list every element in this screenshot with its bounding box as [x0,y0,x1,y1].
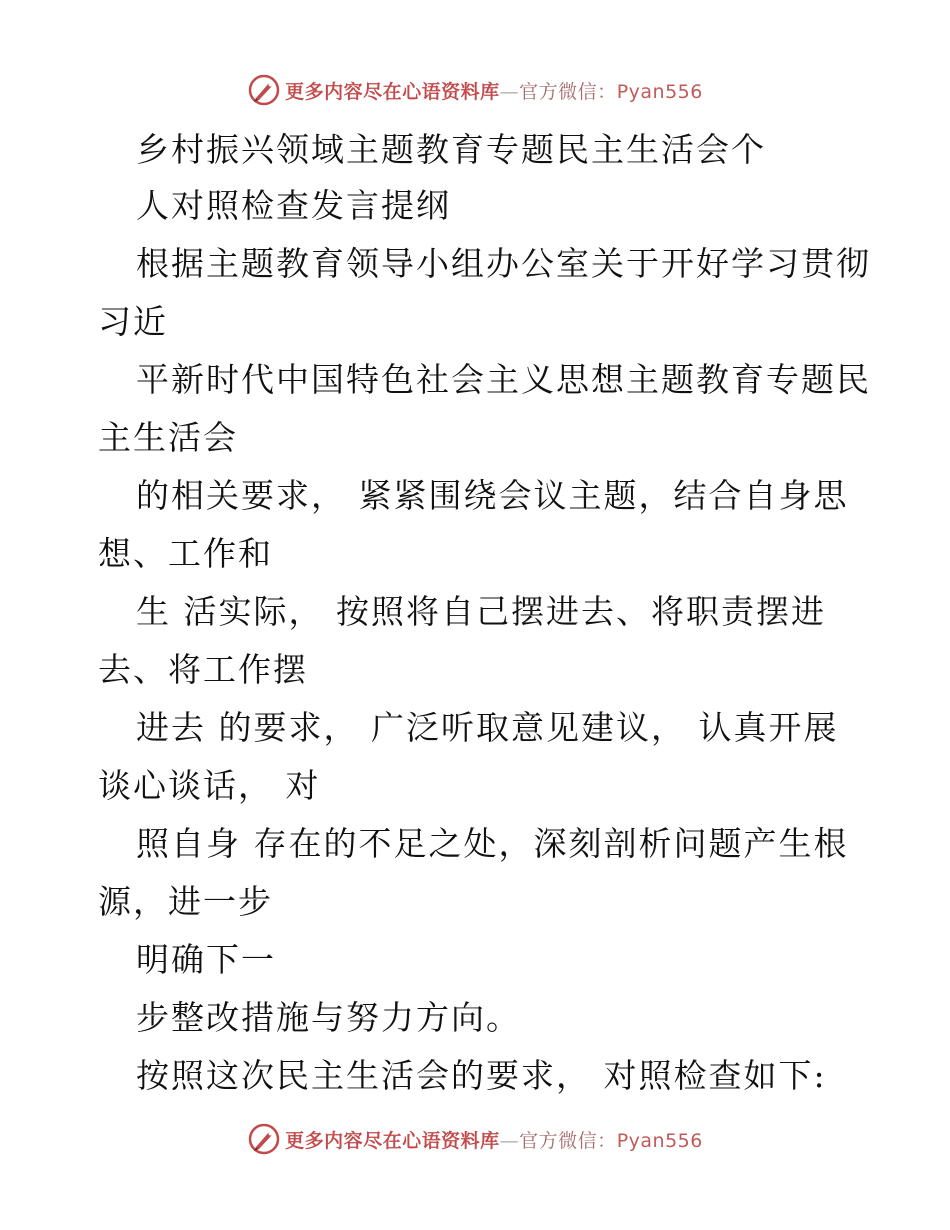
doc-title-line-1: 乡村振兴领域主题教育专题民主生活会个 [136,130,766,169]
doc-paragraph-line: 步整改措施与努力方向。 [136,998,521,1037]
doc-paragraph-line: 根据主题教育领导小组办公室关于开好学习贯彻 [136,244,871,283]
footer-watermark-banner [0,1117,950,1161]
banner-text [285,1126,703,1153]
doc-paragraph-line: 明确下一 [136,940,276,979]
banner-wechat-id: Pyan556 [616,80,703,103]
doc-paragraph-line: 源，进一步 [98,882,273,921]
doc-paragraph-line: 生 活实际， 按照将自己摆进去、将职责摆进 [136,592,826,631]
doc-paragraph-line: 按照这次民主生活会的要求， 对照检查如下: [136,1056,827,1095]
doc-paragraph-line: 想、工作和 [98,534,273,573]
banner-site-text: 更多内容尽在心语资料库 [285,80,500,103]
doc-title-line-2: 人对照检查发言提纲 [136,186,451,225]
pen-logo-icon [247,73,281,107]
doc-paragraph-line: 习近 [98,302,168,341]
banner-site-text: 更多内容尽在心语资料库 [285,1129,500,1152]
doc-paragraph-line: 主生活会 [98,418,238,457]
doc-paragraph-line: 去、将工作摆 [98,650,308,689]
doc-paragraph-line: 平新时代中国特色社会主义思想主题教育专题民 [136,360,871,399]
banner-separator: — [499,80,520,103]
banner-wechat-label: 官方微信： [519,1129,617,1152]
banner-wechat-label: 官方微信： [519,80,617,103]
doc-paragraph-line: 照自身 存在的不足之处，深刻剖析问题产生根 [136,824,849,863]
banner-separator: — [499,1129,520,1152]
doc-paragraph-line: 进去 的要求， 广泛听取意见建议， 认真开展 [136,708,839,747]
header-watermark-banner [0,68,950,112]
banner-text [285,77,703,104]
doc-paragraph-line: 谈心谈话， 对 [98,766,321,805]
pen-logo-icon [247,1122,281,1156]
doc-paragraph-line: 的相关要求， 紧紧围绕会议主题，结合自身思 [136,476,849,515]
banner-wechat-id: Pyan556 [616,1129,703,1152]
